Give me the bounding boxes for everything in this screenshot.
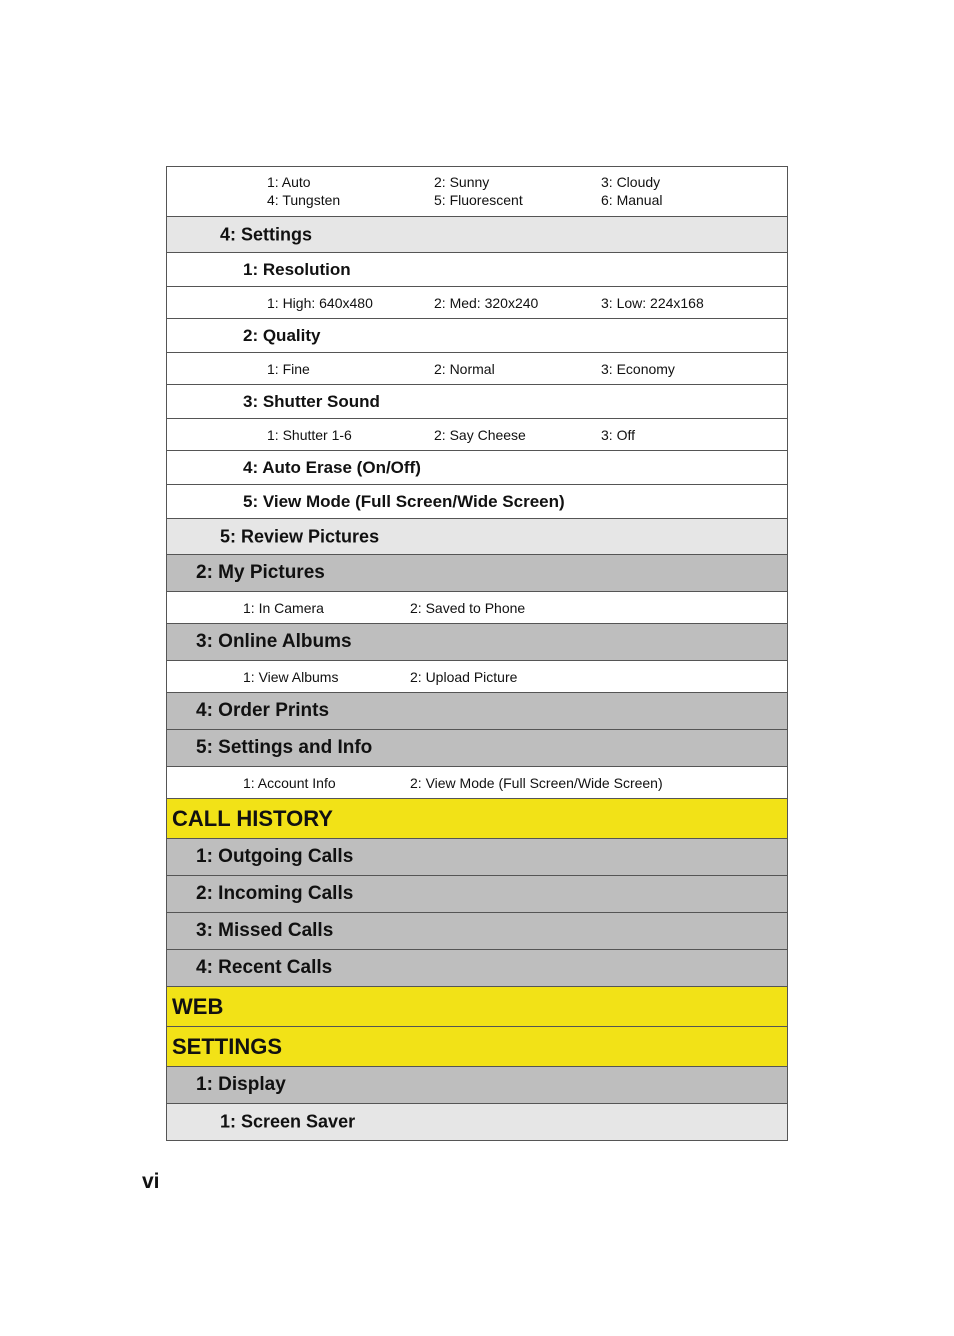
my-pictures-options — [167, 592, 787, 624]
white-balance-options — [167, 167, 787, 217]
menu-item-label: 1: Display — [196, 1074, 286, 1095]
menu-item-resolution[interactable] — [167, 253, 787, 287]
menu-item-review-pictures[interactable] — [167, 519, 787, 555]
menu-item-label: 3: Shutter Sound — [243, 391, 380, 411]
option[interactable]: 1: Shutter 1-6 — [267, 426, 352, 443]
option[interactable]: 3: Cloudy — [601, 174, 661, 190]
menu-item-online-albums[interactable] — [167, 624, 787, 661]
resolution-options — [167, 287, 787, 319]
menu-item-label: 2: Quality — [243, 325, 321, 345]
menu-item-label: 4: Recent Calls — [196, 957, 333, 978]
option[interactable]: 6: Manual — [601, 192, 663, 208]
option[interactable]: 1: View Albums — [243, 668, 339, 685]
option[interactable]: 2: Say Cheese — [434, 426, 526, 443]
menu-item-quality[interactable] — [167, 319, 787, 353]
menu-item-view-mode[interactable] — [167, 485, 787, 519]
option[interactable]: 2: View Mode (Full Screen/Wide Screen) — [410, 774, 663, 791]
menu-item-label: 5: View Mode (Full Screen/Wide Screen) — [243, 491, 565, 511]
option[interactable]: 5: Fluorescent — [434, 192, 523, 208]
online-albums-options — [167, 661, 787, 693]
section-web[interactable] — [167, 987, 787, 1027]
option[interactable]: 2: Sunny — [434, 174, 490, 190]
menu-item-missed-calls[interactable] — [167, 913, 787, 950]
option[interactable]: 2: Med: 320x240 — [434, 294, 539, 311]
menu-item-label: 1: Outgoing Calls — [196, 846, 354, 867]
section-call-history[interactable] — [167, 799, 787, 839]
settings-info-options — [167, 767, 787, 799]
option[interactable]: 1: Account Info — [243, 774, 336, 791]
menu-item-label: 2: My Pictures — [196, 562, 325, 583]
menu-item-recent-calls[interactable] — [167, 950, 787, 987]
menu-item-label: 2: Incoming Calls — [196, 883, 354, 904]
option[interactable]: 1: Fine — [267, 360, 310, 377]
option[interactable]: 4: Tungsten — [267, 192, 341, 208]
menu-item-label: 3: Missed Calls — [196, 920, 334, 941]
menu-item-label: 1: Screen Saver — [220, 1111, 356, 1132]
option[interactable]: 2: Normal — [434, 360, 495, 377]
menu-item-screen-saver[interactable] — [167, 1104, 787, 1140]
menu-table — [166, 166, 788, 1141]
option[interactable]: 2: Saved to Phone — [410, 599, 526, 616]
option[interactable]: 3: Economy — [601, 360, 675, 377]
menu-item-label: 5: Review Pictures — [220, 526, 380, 546]
menu-item-outgoing-calls[interactable] — [167, 839, 787, 876]
section-settings[interactable] — [167, 1027, 787, 1067]
section-title: CALL HISTORY — [172, 805, 333, 831]
menu-item-label: 3: Online Albums — [196, 631, 352, 652]
menu-item-shutter-sound[interactable] — [167, 385, 787, 419]
menu-item-display[interactable] — [167, 1067, 787, 1104]
menu-item-label: 4: Order Prints — [196, 700, 330, 721]
menu-item-incoming-calls[interactable] — [167, 876, 787, 913]
menu-item-settings[interactable] — [167, 217, 787, 253]
menu-item-label: 4: Settings — [220, 224, 313, 244]
menu-item-label: 1: Resolution — [243, 259, 351, 279]
quality-options — [167, 353, 787, 385]
menu-item-label: 4: Auto Erase (On/Off) — [243, 457, 421, 477]
option[interactable]: 1: Auto — [267, 174, 311, 190]
section-title: WEB — [172, 993, 224, 1019]
option[interactable]: 3: Off — [601, 426, 635, 443]
option[interactable]: 3: Low: 224x168 — [601, 294, 704, 311]
shutter-sound-options — [167, 419, 787, 451]
menu-item-label: 5: Settings and Info — [196, 737, 373, 758]
menu-item-order-prints[interactable] — [167, 693, 787, 730]
page-number: vi — [142, 1170, 160, 1193]
option[interactable]: 1: High: 640x480 — [267, 294, 373, 311]
menu-item-settings-info[interactable] — [167, 730, 787, 767]
menu-item-auto-erase[interactable] — [167, 451, 787, 485]
option[interactable]: 2: Upload Picture — [410, 668, 518, 685]
menu-item-my-pictures[interactable] — [167, 555, 787, 592]
section-title: SETTINGS — [172, 1033, 283, 1059]
option[interactable]: 1: In Camera — [243, 599, 324, 616]
